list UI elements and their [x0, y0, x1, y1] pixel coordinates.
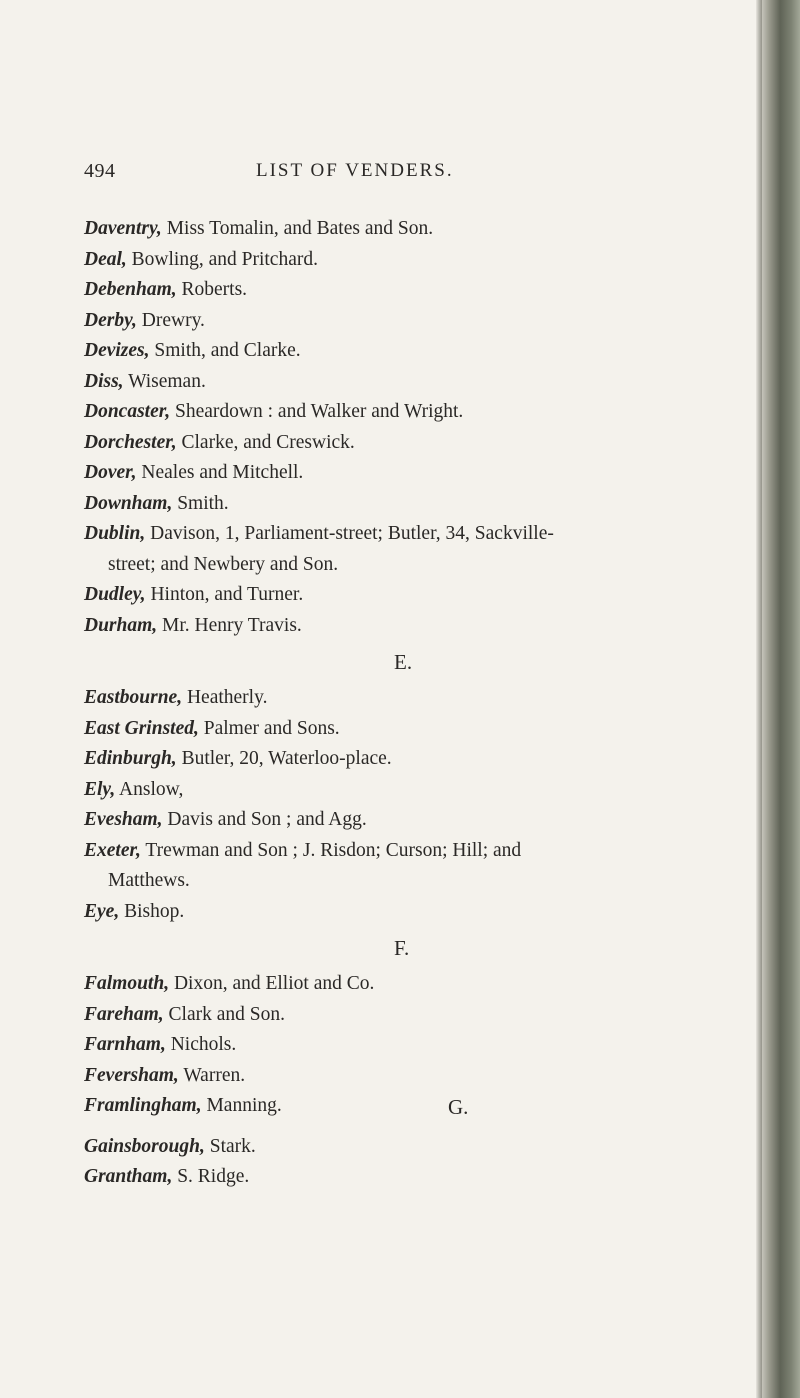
vender-names: Mr. Henry Travis.	[162, 614, 302, 636]
place-name: Diss,	[84, 370, 124, 392]
place-name: Evesham,	[84, 809, 163, 830]
list-item	[84, 969, 784, 1000]
vender-names: Nichols.	[170, 1034, 237, 1055]
list-item	[84, 245, 784, 276]
section-heading: G.	[448, 1094, 469, 1119]
list-item	[84, 367, 784, 398]
place-name: Exeter,	[84, 839, 141, 861]
place-name: East Grinsted,	[84, 717, 199, 739]
page-header	[84, 160, 784, 190]
section-e	[84, 647, 784, 927]
vender-names: Sheardown : and Walker and Wright.	[175, 401, 464, 422]
vender-names: Butler, 20, Waterloo-place.	[181, 748, 392, 769]
vender-names: Palmer and Sons.	[203, 717, 340, 739]
vender-names: Davison, 1, Parliament-street; Butler, 34, Sackville-	[150, 523, 554, 544]
list-item	[84, 489, 784, 520]
page-number: 494	[84, 160, 116, 182]
section-heading: E.	[394, 650, 413, 674]
vender-names: Trewman and Son ; J. Risdon; Curson; Hill; and	[145, 839, 522, 861]
list-item	[84, 580, 784, 611]
list-item	[84, 336, 784, 367]
place-name: Debenham,	[84, 279, 177, 300]
place-name: Eastbourne,	[84, 687, 183, 708]
vender-names: Wiseman.	[128, 370, 206, 392]
place-name: Fareham,	[84, 1003, 164, 1025]
vender-names: Drewry.	[141, 309, 205, 331]
vender-names: Davis and Son ; and Agg.	[167, 809, 367, 830]
list-item	[84, 714, 784, 745]
place-name: Doncaster,	[84, 401, 171, 422]
list-item	[84, 775, 784, 806]
place-name: Ely,	[84, 778, 116, 800]
place-name: Grantham,	[84, 1166, 173, 1187]
vender-names-continued: street; and Newbery and Son.	[108, 553, 339, 575]
place-name: Deal,	[84, 248, 127, 270]
running-title: LIST OF VENDERS.	[256, 160, 454, 181]
list-item	[84, 897, 784, 928]
place-name: Gainsborough,	[84, 1135, 205, 1157]
list-item	[84, 275, 784, 306]
place-name: Dover,	[84, 462, 137, 483]
list-item	[84, 1000, 784, 1031]
place-name: Durham,	[84, 614, 158, 636]
vender-names: Miss Tomalin, and Bates and Son.	[166, 218, 434, 239]
list-item	[84, 1030, 784, 1061]
list-item	[84, 1162, 784, 1193]
vender-names: Bowling, and Pritchard.	[131, 248, 318, 270]
list-item	[84, 428, 784, 459]
vender-names-continued: Matthews.	[108, 870, 190, 891]
list-item	[84, 519, 784, 580]
section-heading: F.	[394, 936, 410, 960]
list-item	[84, 836, 784, 897]
vender-names: Stark.	[209, 1135, 256, 1157]
list-item	[84, 611, 784, 642]
place-name: Downham,	[84, 492, 173, 514]
vender-names: Smith, and Clarke.	[154, 340, 301, 361]
place-name: Feversham,	[84, 1064, 179, 1086]
place-name: Dublin,	[84, 523, 146, 544]
vender-names: Neales and Mitchell.	[141, 462, 304, 483]
place-name: Derby,	[84, 309, 137, 331]
list-item	[84, 683, 784, 714]
place-name: Devizes,	[84, 340, 150, 361]
list-item	[84, 306, 784, 337]
vender-names: Bishop.	[124, 900, 185, 922]
vender-names: Warren.	[183, 1064, 246, 1086]
vender-list	[84, 214, 784, 1193]
vender-names: S. Ridge.	[177, 1166, 250, 1187]
place-name: Farnham,	[84, 1034, 166, 1055]
list-item	[84, 214, 784, 245]
list-item	[84, 805, 784, 836]
list-item	[84, 1061, 784, 1092]
section-d	[84, 214, 784, 641]
place-name: Dorchester,	[84, 431, 177, 453]
vender-names: Heatherly.	[186, 687, 268, 708]
place-name: Daventry,	[84, 218, 162, 239]
list-item	[84, 458, 784, 489]
list-item	[84, 1132, 784, 1163]
vender-names: Manning.	[206, 1095, 282, 1116]
vender-names: Roberts.	[181, 279, 248, 300]
vender-names: Hinton, and Turner.	[150, 584, 304, 605]
place-name: Framlingham,	[84, 1095, 202, 1116]
list-item	[84, 744, 784, 775]
vender-names: Dixon, and Elliot and Co.	[173, 973, 375, 994]
place-name: Falmouth,	[84, 973, 170, 994]
vender-names: Smith.	[177, 492, 229, 514]
place-name: Eye,	[84, 900, 120, 922]
place-name: Edinburgh,	[84, 748, 177, 769]
vender-names: Clark and Son.	[168, 1003, 285, 1025]
vender-names: Clarke, and Creswick.	[181, 431, 355, 453]
list-item	[84, 397, 784, 428]
vender-names: Anslow,	[119, 778, 184, 800]
place-name: Dudley,	[84, 584, 146, 605]
